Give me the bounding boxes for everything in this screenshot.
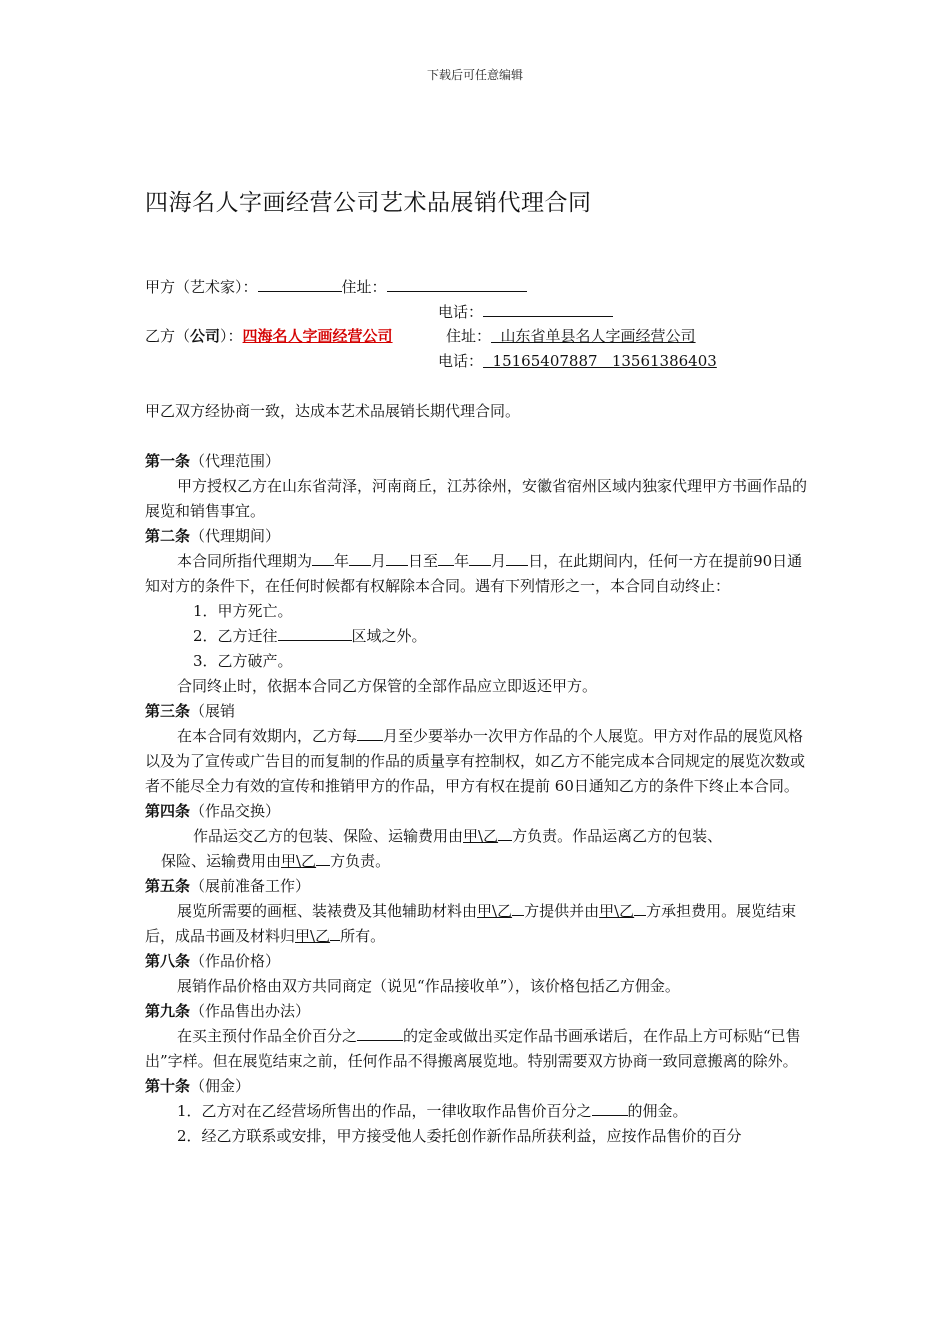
party-a-line bbox=[145, 275, 527, 300]
party-b-line bbox=[145, 324, 393, 349]
article-10-item-2: 2．经乙方联系或安排，甲方接受他人委托创作新作品所获利益，应按作品售价的百分 bbox=[177, 1127, 742, 1145]
article-2-text: 本合同所指代理期为 年 月 日至 年 月 日，在此期间内，任何一方在提前90日通知对方的条件下，在任何时候都有权解除本合同。遇有下列情形之一，本合同自动终止： bbox=[145, 552, 803, 595]
party-b-label-suffix: ）： bbox=[220, 327, 243, 345]
article-9-text: 在买主预付作品全价百分之 的定金或做出买定作品书画承诺后，在作品上方可标贴“已售出”字样。但在展览结束之前，任何作品不得搬离展览地。特别需要双方协商一致同意搬离的除外。 bbox=[145, 1027, 801, 1070]
party-a-phone-blank bbox=[483, 301, 613, 317]
party-b-label-prefix: 乙方（ bbox=[145, 327, 191, 345]
article-8-heading: 第八条（作品价格） bbox=[145, 952, 281, 970]
article-9-heading: 第九条（作品售出办法） bbox=[145, 1002, 311, 1020]
article-10-item-1: 1．乙方对在乙经营场所售出的作品，一律收取作品售价百分之 的佣金。 bbox=[177, 1102, 688, 1120]
article-4-heading: 第四条（作品交换） bbox=[145, 802, 281, 820]
article-5-text: 展览所需要的画框、装裱费及其他辅助材料由甲\乙 方提供并由甲\乙 方承担费用。展览结束后，成品书画及材料归甲\乙 所有。 bbox=[145, 902, 797, 945]
header-note: 下载后可任意编辑 bbox=[426, 68, 523, 82]
party-b-label-bold: 公司 bbox=[190, 327, 221, 345]
party-b-phone-label: 电话： bbox=[438, 352, 484, 370]
document-title: 四海名人字画经营公司艺术品展销代理合同 bbox=[145, 190, 592, 216]
contract-body bbox=[145, 449, 810, 1149]
intro-text: 甲乙双方经协商一致，达成本艺术品展销长期代理合同。 bbox=[145, 402, 521, 420]
article-10-heading: 第十条（佣金） bbox=[145, 1077, 251, 1095]
article-3-text: 在本合同有效期内，乙方每 月至少要举办一次甲方作品的个人展览。甲方对作品的展览风格以及为了宣传或广告目的而复制的作品的质量享有控制权，如乙方不能完成本合同规定的展览次数或者不能尽全力有效的宣传和推销甲方的作品，甲方有权在提前 60日通知乙方的条件下终止本合同。 bbox=[145, 727, 806, 795]
article-5-heading: 第五条（展前准备工作） bbox=[145, 877, 311, 895]
party-a-address-label: 住址： bbox=[341, 278, 387, 296]
article-1-heading: 第一条（代理范围） bbox=[145, 452, 281, 470]
party-a-phone-line bbox=[438, 300, 613, 325]
article-4-line-2: 保险、运输费用由甲\乙 方负责。 bbox=[161, 852, 391, 870]
party-b-phone-value: 15165407887 13561386403 bbox=[483, 352, 717, 370]
article-2-heading: 第二条（代理期间） bbox=[145, 527, 281, 545]
article-2-item-3: 3．乙方破产。 bbox=[193, 652, 293, 670]
article-2-item-1: 1．甲方死亡。 bbox=[193, 602, 293, 620]
party-b-phone-line bbox=[438, 349, 717, 374]
article-2-item-2: 2．乙方迁往 区域之外。 bbox=[193, 627, 427, 645]
party-a-name-blank bbox=[258, 276, 342, 292]
party-b-address-line bbox=[446, 324, 696, 349]
article-3-heading: 第三条（展销 bbox=[145, 702, 236, 720]
party-a-address-blank bbox=[387, 276, 527, 292]
article-8-text: 展销作品价格由双方共同商定（说见“作品接收单”），该价格包括乙方佣金。 bbox=[177, 977, 680, 995]
party-b-address-label: 住址： bbox=[446, 327, 492, 345]
article-2-termination: 合同终止时，依据本合同乙方保管的全部作品应立即返还甲方。 bbox=[177, 677, 598, 695]
party-b-address-value: 山东省单县名人字画经营公司 bbox=[491, 327, 696, 345]
party-b-name: 四海名人字画经营公司 bbox=[242, 327, 393, 345]
party-a-phone-label: 电话： bbox=[438, 303, 484, 321]
article-1-text: 甲方授权乙方在山东省菏泽，河南商丘，江苏徐州，安徽省宿州区域内独家代理甲方书画作品的展览和销售事宜。 bbox=[145, 477, 808, 520]
article-4-line-1: 作品运交乙方的包装、保险、运输费用由甲\乙 方负责。作品运离乙方的包装、 bbox=[193, 827, 723, 845]
party-a-label: 甲方（艺术家）： bbox=[145, 278, 258, 296]
